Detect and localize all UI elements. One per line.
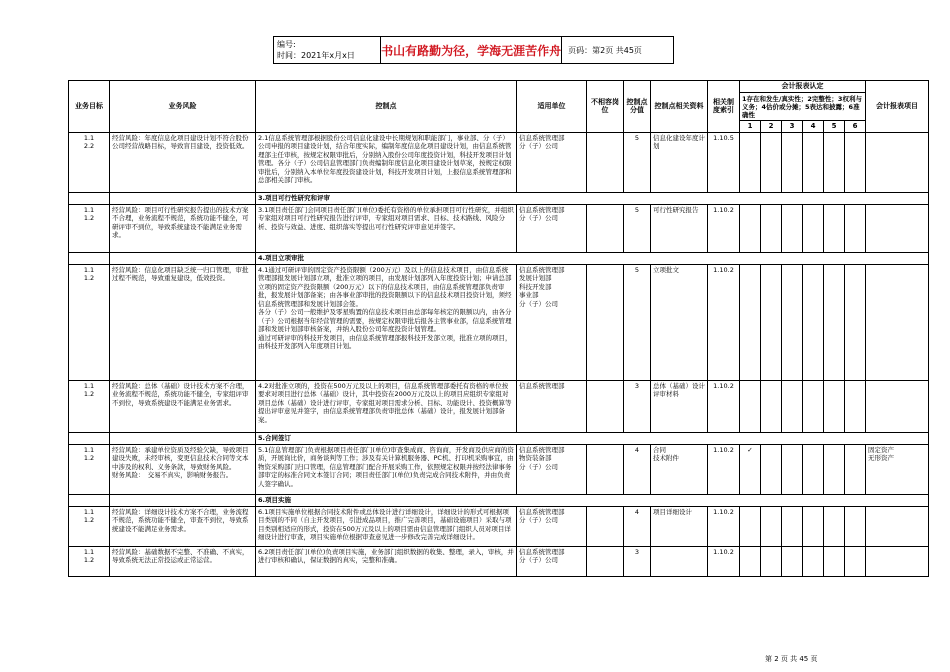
assert-cell [761, 506, 782, 546]
table-row [69, 132, 929, 192]
biz-goal-cell: 1.1 1.2 [69, 444, 110, 494]
assert-cell [761, 204, 782, 252]
assert-cell [824, 380, 845, 432]
section-risk-cell [110, 432, 256, 444]
control-point-cell: 4.2对批准立项的，投资在500万元及以上的项目，信息系统管理部委托有资格的单位按要求对项目进行总体（基础）设计，其中投资在2000万元及以上的项目应组织专家组对项目总体（基础）设计进行评审，专家组对项目需求分析、目标、功能设计、投资概算等提出评审意见并签字，由信息系统管理部负责审批总体（基础）设计，报发展计划部备案。 [256, 380, 517, 432]
biz-risk-cell: 经营风险：年度信息化项目建设计划不符合股份公司经营战略目标，导致盲目建设，投资低效。 [110, 132, 256, 192]
assert-cell [740, 380, 761, 432]
unit-cell: 信息系统管理部 [517, 380, 587, 432]
biz-risk-cell: 经营风险：承建单位资质及经验欠缺，导致项目建设失败，未经审核，变更信息技术合同等文本中涉及的权利、义务条款，导致财务风险。 财务风险： 交易不真实，影响财务报告。 [110, 444, 256, 494]
ref-cell: 1.10.2 [708, 546, 740, 576]
assert-cell [782, 204, 803, 252]
biz-risk-cell: 经营风险：项目可行性研究报告提出的技术方案不合理，业务流程不规范，系统功能不健全，可研评审不到位，导致系统建设不能满足业务需求。 [110, 204, 256, 252]
section-risk-cell [110, 192, 256, 204]
ref-cell: 1.10.2 [708, 444, 740, 494]
col-biz-risk: 业务风险 [110, 81, 256, 133]
section-row [69, 494, 929, 506]
assert-cell [824, 546, 845, 576]
assert-cell [740, 264, 761, 380]
score-cell: 3 [624, 546, 651, 576]
table-row [69, 444, 929, 494]
section-risk-cell [110, 494, 256, 506]
report-item-cell [866, 380, 929, 432]
assert-cell [803, 132, 824, 192]
doc-time: 时间：2021年x月x日 [277, 51, 355, 60]
assert-cell [782, 546, 803, 576]
ref-cell: 1.10.2 [708, 264, 740, 380]
col-unit: 适用单位 [517, 81, 587, 133]
assert-cell [845, 444, 866, 494]
assert-cell [740, 204, 761, 252]
col-ref: 相关制度索引 [708, 81, 740, 133]
assert-cell [761, 132, 782, 192]
docs-cell: 总体（基础）设计评审材料 [651, 380, 708, 432]
col-biz-goal: 业务目标 [69, 81, 110, 133]
assert-cell [782, 380, 803, 432]
assert-cell [803, 204, 824, 252]
assert-cell [803, 546, 824, 576]
control-point-cell: 6.1项目实施单位根据合同技术附件或总体设计进行详细设计，详细设计的形式可根据项目类别的不同（自主开发项目，引进成品项目，推广完善项目，基础设施项目）采取与项目类别相适应的形式，投资在500万元及以上的项目需由信息管理部门组织人员对项目详细设计进行审查，项目实施单位根据审查意见进一步修改完善完成详细设计。 [256, 506, 517, 546]
assert-cell [824, 132, 845, 192]
ref-cell: 1.10.2 [708, 204, 740, 252]
assert-cell [761, 380, 782, 432]
section-goal-cell [69, 252, 110, 264]
incompat-cell [587, 132, 624, 192]
table-row [69, 204, 929, 252]
page-footer: 第 2 页 共 45 页 [765, 655, 818, 663]
section-row [69, 432, 929, 444]
assert-cell [845, 204, 866, 252]
assert-num-1: 1 [740, 121, 761, 133]
section-risk-cell [110, 252, 256, 264]
unit-cell: 信息系统管理部 分（子）公司 [517, 204, 587, 252]
incompat-cell [587, 380, 624, 432]
col-assert-group: 会计报表认定 [740, 81, 866, 93]
header-meta [274, 37, 381, 63]
control-point-cell: 5.1信息管理部门负责根据项目责任部门(单位)审查集成商、咨询商，开发商及供应商的资质，开展询比价，商务谈判等工作；涉及有关计算机服务器、PC机、打印机采购事宜，由物资采购部门归口管理，信息管理部门配合开展采购工作，依照规定权限并按经法律事务部审定的标准合同文本签订合同；项目责任部门(单位)负责完成合同技术附件，并由负责人签字确认。 [256, 444, 517, 494]
page-header [273, 36, 674, 64]
assert-cell [782, 132, 803, 192]
section-goal-cell [69, 432, 110, 444]
risk-control-table [68, 80, 929, 577]
assert-cell [782, 506, 803, 546]
assert-cell [782, 264, 803, 380]
section-title: 6.项目实施 [256, 494, 929, 506]
section-goal-cell [69, 192, 110, 204]
ref-cell: 1.10.2 [708, 506, 740, 546]
docs-cell: 立项批文 [651, 264, 708, 380]
assert-cell [824, 444, 845, 494]
table-row [69, 546, 929, 576]
assert-cell [761, 444, 782, 494]
table-row [69, 264, 929, 380]
biz-risk-cell: 经营风险：总体（基础）设计技术方案不合理，业务流程不规范，系统功能不健全，专家组评审不到位，导致系统建设不能满足业务需求。 [110, 380, 256, 432]
biz-goal-cell: 1.1 1.2 [69, 264, 110, 380]
assert-num-4: 4 [803, 121, 824, 133]
ref-cell: 1.10.5 [708, 132, 740, 192]
unit-cell: 信息系统管理部 分（子）公司 [517, 506, 587, 546]
control-point-cell: 4.1通过可研评审的固定资产投资限额（200万元）及以上的信息技术项目，由信息系统管理部报发展计划部立项，批准立项的项目，由发展计划部列入年度投资计划；申请总部立项的固定资产投资限额（200万元）以下的信息技术项目，由信息系统管理部负责审批，报发展计划部备案；由各事业部审批的投资限额以下的信息技术项目投资计划，须经信息系统管理部和发展计划部会签。 各分（子）公司一般维护及零星购置的信息技术项目由总部每年核定的限额以内，由各分（子）公司根据当年经营管理的需要，按规定权限审批后报各主管事业部，信息系统管理部和发展计划部审核备案，并纳入股份公司年度投资计划管理。 通过可研评审的科技开发项目，由信息系统管理部报科技开发部立项，批准立项的项目，由科技开发部列入年度项目计划。 [256, 264, 517, 380]
unit-cell: 信息系统管理部 物资装备部 分（子）公司 [517, 444, 587, 494]
unit-cell: 信息系统管理部 分（子）公司 [517, 546, 587, 576]
assert-cell [803, 380, 824, 432]
assert-num-3: 3 [782, 121, 803, 133]
col-assert-desc: 1存在和发生/真实性；2完整性；3权利与义务；4估价或分摊；5表达和披露；6准确性 [740, 93, 866, 121]
control-point-cell: 6.2项目责任部门(单位)负责项目实施，业务部门组织数据的收集、整理，录入，审核，并进行审核和确认，保证数据的真实，完整和准确。 [256, 546, 517, 576]
control-point-cell: 3.1项目责任部门会同项目责任部门(单位)委托有资格的单位承担项目可行性研究，并组织专家组对项目可行性研究报告进行评审，专家组对项目需求、目标、技术路线、风险分析、投资与效益、进度、组织落实等提出可行性研究评审意见并签字。 [256, 204, 517, 252]
control-point-cell: 2.1信息系统管理部根据股份公司信息化建设中长期规划和职能部门，事业部、分（子）公司申报的项目建设计划，结合年度实际，编制年度信息化项目建设计划，由信息系统管理部主任审核，按规定权限审批后，分别纳入股份公司年度投资计划，科技开发项目计划管理。各分（子）公司信息管理部门负责编制年度信息化项目建设计划草案，按规定权限审批后，分别纳入本单位年度投资建设计划，科技开发项目计划，上报信息系统管理部和总部相关部门审核。 [256, 132, 517, 192]
assert-cell [824, 204, 845, 252]
table-row [69, 380, 929, 432]
table-row [69, 506, 929, 546]
biz-goal-cell: 1.1 2.2 [69, 132, 110, 192]
score-cell: 5 [624, 264, 651, 380]
assert-cell [803, 264, 824, 380]
incompat-cell [587, 204, 624, 252]
header-slogan: 书山有路勤为径，学海无涯苦作舟 [381, 37, 562, 63]
assert-cell [761, 546, 782, 576]
col-incompat: 不相容岗位 [587, 81, 624, 133]
docs-cell [651, 546, 708, 576]
assert-cell [824, 264, 845, 380]
assert-cell [803, 444, 824, 494]
biz-risk-cell: 经营风险：基础数据不完整、不准确、不真实，导致系统无法正常投运或正常运营。 [110, 546, 256, 576]
biz-goal-cell: 1.1 1.2 [69, 204, 110, 252]
biz-goal-cell: 1.1 1.2 [69, 546, 110, 576]
assert-num-6: 6 [845, 121, 866, 133]
section-title: 5.合同签订 [256, 432, 929, 444]
col-control: 控制点 [256, 81, 517, 133]
score-cell: 3 [624, 380, 651, 432]
biz-risk-cell: 经营风险：信息化项目缺乏统一归口管理，审批过程不规范，导致重复建设，低效投资。 [110, 264, 256, 380]
biz-risk-cell: 经营风险：详细设计技术方案不合理，业务流程不规范，系统功能不健全，审查不到位，导致系统建设不能满足业务需求。 [110, 506, 256, 546]
report-item-cell [866, 132, 929, 192]
incompat-cell [587, 444, 624, 494]
incompat-cell [587, 264, 624, 380]
doc-number: 编号: [277, 40, 296, 49]
report-item-cell [866, 506, 929, 546]
incompat-cell [587, 506, 624, 546]
header-page: 页码：第2页 共45页 [568, 45, 642, 55]
assert-num-5: 5 [824, 121, 845, 133]
docs-cell: 项目详细设计 [651, 506, 708, 546]
score-cell: 4 [624, 444, 651, 494]
assert-cell [845, 546, 866, 576]
assert-cell [761, 264, 782, 380]
assert-cell [845, 380, 866, 432]
report-item-cell [866, 546, 929, 576]
incompat-cell [587, 546, 624, 576]
report-item-cell [866, 264, 929, 380]
assert-cell [782, 444, 803, 494]
report-item-cell: 固定资产 无形资产 [866, 444, 929, 494]
assert-cell [740, 132, 761, 192]
assert-cell [845, 264, 866, 380]
check-mark-icon: ✓ [740, 444, 761, 494]
unit-cell: 信息系统管理部 发展计划部 科技开发部 事业部 分（子）公司 [517, 264, 587, 380]
docs-cell: 合同 技术附件 [651, 444, 708, 494]
biz-goal-cell: 1.1 1.2 [69, 380, 110, 432]
score-cell: 4 [624, 506, 651, 546]
unit-cell: 信息系统管理部 分（子）公司 [517, 132, 587, 192]
col-docs: 控制点相关资料 [651, 81, 708, 133]
col-score: 控制点分值 [624, 81, 651, 133]
assert-cell [803, 506, 824, 546]
assert-num-2: 2 [761, 121, 782, 133]
ref-cell: 1.10.2 [708, 380, 740, 432]
assert-cell [740, 506, 761, 546]
score-cell: 5 [624, 204, 651, 252]
section-row [69, 192, 929, 204]
section-goal-cell [69, 494, 110, 506]
docs-cell: 信息化建设年度计划 [651, 132, 708, 192]
section-title: 3.项目可行性研究和评审 [256, 192, 929, 204]
docs-cell: 可行性研究报告 [651, 204, 708, 252]
col-report-item: 会计报表项目 [866, 81, 929, 133]
section-title: 4.项目立项审批 [256, 252, 929, 264]
assert-cell [845, 132, 866, 192]
assert-cell [740, 546, 761, 576]
score-cell: 5 [624, 132, 651, 192]
section-row [69, 252, 929, 264]
report-item-cell [866, 204, 929, 252]
assert-cell [824, 506, 845, 546]
assert-cell [845, 506, 866, 546]
biz-goal-cell: 1.1 1.2 [69, 506, 110, 546]
